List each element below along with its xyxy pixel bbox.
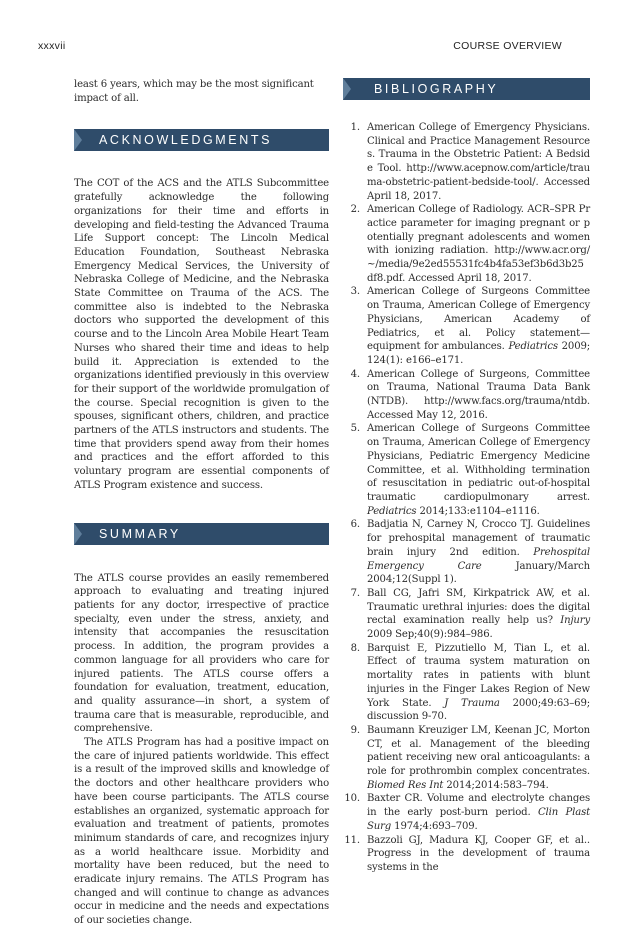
reference-item	[343, 792, 590, 833]
bibliography-heading-text: BIBLIOGRAPHY	[374, 82, 499, 96]
summary-paragraph-1: The ATLS course provides an easily remembered approach to evaluating and treating injured patients for any doctor, irrespective of practice specialty, even under the stress, anxiety, and intensity that accompanies the resuscitation process. In addition, the program provides a common language for all providers who care for injured patients. The ATLS course offers a foundation for evaluation, treatment, education, and quality assurance—in short, a system of trauma care that is measurable, reproducible, and comprehensive.	[74, 572, 329, 735]
acknowledgments-heading	[74, 129, 329, 151]
reference-item	[343, 834, 590, 875]
reference-number: 2.	[350, 204, 360, 216]
reference-item	[343, 642, 590, 724]
bibliography-heading	[343, 78, 590, 100]
reference-number: 7.	[350, 587, 360, 599]
reference-text	[367, 643, 590, 723]
reference-number: 5.	[350, 423, 360, 435]
reference-authors: Baumann Kreuziger LM, Keenan JC, Morton CT, et al. Management of the bleeding patient receiving new oral anticoagulants: a role for prothrombin complex concentrates.	[367, 724, 590, 778]
bibliography-list	[343, 121, 590, 875]
reference-authors: American College of Surgeons Committee on Trauma, American College of Emergency Physicians, American Academy of Pediatrics, et al. Policy statement—equipment for ambulances.	[367, 286, 590, 353]
page-number: xxxvii	[38, 40, 66, 52]
reference-text: Bazzoli GJ, Madura KJ, Cooper GF, et al.. Progress in the development of trauma systems in the	[367, 834, 590, 873]
reference-text: American College of Radiology. ACR–SPR Practice parameter for imaging pregnant or potentially pregnant adolescents and women with ionizing radiation. http://www.acr.org/~/media/9e2ed55531fc4b4fa53ef3b6d3b25df8.pdf. Accessed April 18, 2017.	[367, 204, 590, 284]
reference-authors: Barquist E, Pizzutiello M, Tian L, et al. Effect of trauma system maturation on mortality rates in patients with blunt injuries in the Finger Lakes Region of New York State.	[367, 642, 590, 709]
reference-citation: 2014;133:e1104–e1116.	[416, 505, 540, 517]
reference-journal: Prehospital Emergency Care	[367, 546, 590, 572]
reference-text	[367, 588, 590, 640]
reference-text: American College of Emergency Physicians. Clinical and Practice Management Resources. Trauma in the Obstetric Patient: A Bedside Tool. http://www.acepnow.com/article/trauma-obstetric-patient-bedside-tool/. Accessed April 18, 2017.	[367, 122, 590, 202]
reference-number: 10.	[344, 793, 360, 805]
left-column	[74, 78, 329, 928]
reference-authors: Baxter CR. Volume and electrolyte changes in the early post-burn period.	[367, 793, 590, 819]
reference-item	[343, 518, 590, 587]
reference-number: 9.	[350, 724, 360, 736]
running-head: COURSE OVERVIEW	[453, 40, 562, 52]
right-column	[343, 78, 590, 875]
reference-number: 4.	[350, 368, 360, 380]
reference-text	[367, 793, 590, 831]
summary-paragraph-2: The ATLS Program has had a positive impact on the care of injured patients worldwide. This effect is a result of the improved skills and knowledge of the doctors and other healthcare providers who have been course participants. The ATLS course establishes an organized, systematic approach for evaluation and treatment of patients, promotes minimum standards of care, and recognizes injury as a world healthcare issue. Morbidity and mortality have been reduced, but the need to eradicate injury remains. The ATLS Program has changed and will continue to change as advances occur in medicine and the needs and expectations of our societies change.	[74, 737, 329, 927]
reference-journal: J Trauma	[444, 697, 500, 709]
reference-number: 3.	[350, 286, 360, 298]
reference-text	[367, 286, 590, 366]
reference-number: 6.	[350, 519, 360, 531]
reference-authors: American College of Surgeons Committee on Trauma, American College of Emergency Physicians, Pediatric Emergency Medicine Committee, et al. Withholding termination of resuscitation in pediatric out-of-hospital traumatic cardiopulmonary arrest.	[367, 423, 590, 503]
reference-item	[343, 368, 590, 423]
reference-number: 11.	[344, 834, 360, 846]
reference-citation: 1974;4:693–709.	[391, 820, 478, 832]
reference-item	[343, 724, 590, 793]
reference-item	[343, 285, 590, 367]
reference-citation: 2009; 124(1): e166–e171.	[367, 341, 590, 366]
reference-journal: Pediatrics	[508, 341, 558, 353]
reference-item	[343, 203, 590, 285]
reference-text	[367, 519, 590, 585]
reference-citation: 2014;2014:583–794.	[443, 779, 549, 791]
summary-heading-text: SUMMARY	[99, 526, 181, 541]
reference-number: 1.	[350, 122, 360, 133]
reference-item	[343, 422, 590, 518]
reference-journal: Pediatrics	[367, 505, 417, 517]
reference-citation: 2000;49:63–69; discussion 9-70.	[367, 697, 590, 723]
acknowledgments-heading-text: ACKNOWLEDGMENTS	[99, 133, 273, 148]
reference-citation: 2009 Sep;40(9):984–986.	[367, 629, 493, 641]
reference-item	[343, 587, 590, 642]
summary-heading	[74, 523, 329, 545]
reference-item	[343, 121, 590, 203]
reference-journal: Injury	[560, 615, 590, 627]
reference-text	[367, 725, 590, 791]
reference-text	[367, 423, 590, 516]
reference-citation: January/March 2004;12(Suppl 1).	[367, 560, 590, 586]
reference-text: American College of Surgeons, Committee on Trauma, National Trauma Data Bank (NTDB). http://www.facs.org/trauma/ntdb. Accessed May 12, 2016.	[367, 368, 590, 421]
acknowledgments-paragraph: The COT of the ACS and the ATLS Subcommittee gratefully acknowledge the following organizations for their time and efforts in developing and field-testing the Advanced Trauma Life Support concept: The Lincoln Medical Education Foundation, Southeast Nebraska Emergency Medical Services, the University of Nebraska College of Medicine, and the Nebraska State Committee on Trauma of the ACS. The committee also is indebted to the Nebraska doctors who supported the development of this course and to the Lincoln Area Mobile Heart Team Nurses who shared their time and ideas to help build it. Appreciation is extended to the organizations identified previously in this overview for their support of the worldwide promulgation of the course. Special recognition is given to the spouses, significant others, children, and practice partners of the ATLS instructors and students. The time that providers spend away from their homes and practices and the effort afforded to this voluntary program are essential components of ATLS Program existence and success.	[74, 178, 329, 491]
reference-authors: Badjatia N, Carney N, Crocco TJ. Guidelines for prehospital management of traumatic brain injury 2nd edition.	[367, 519, 590, 558]
reference-authors: Ball CG, Jafri SM, Kirkpatrick AW, et al. Traumatic urethral injuries: does the digital rectal examination really help us?	[367, 587, 590, 627]
reference-journal: Clin Plast Surg	[367, 807, 591, 832]
reference-number: 8.	[350, 642, 360, 654]
intro-paragraph: least 6 years, which may be the most significant impact of all.	[74, 79, 314, 104]
reference-journal: Biomed Res Int	[367, 779, 444, 791]
